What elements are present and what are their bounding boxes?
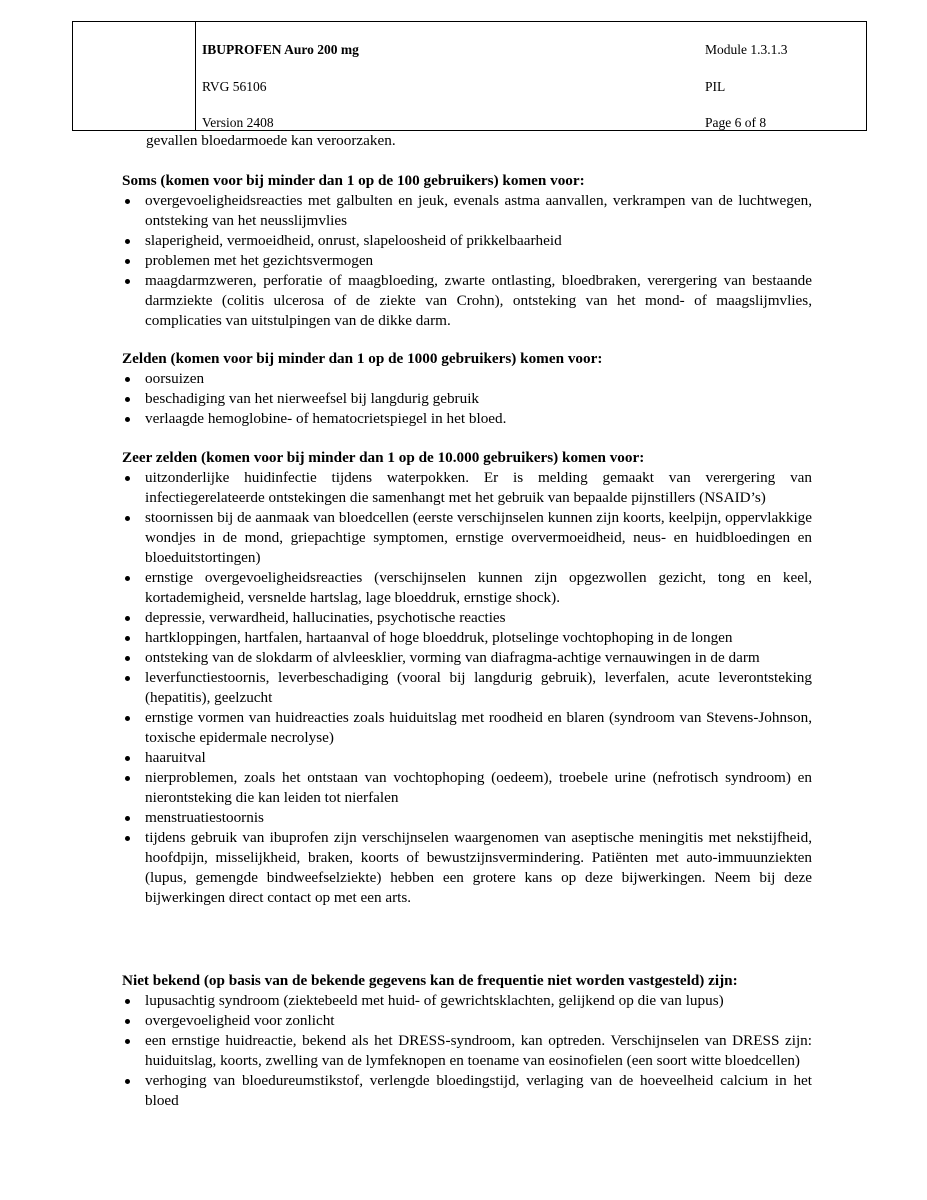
list-item: leverfunctiestoornis, leverbeschadiging (vooral bij langdurig gebruik), leverfalen, acute leverontsteking (hepatitis), geelzucht <box>122 668 812 708</box>
list-item: depressie, verwardheid, hallucinaties, psychotische reacties <box>122 608 812 628</box>
list-item: haaruitval <box>122 748 812 768</box>
list-item: nierproblemen, zoals het ontstaan van vochtophoping (oedeem), troebele urine (nefrotisch syndroom) en nierontsteking die kan leiden tot nierfalen <box>122 768 812 808</box>
list-item: beschadiging van het nierweefsel bij langdurig gebruik <box>122 389 812 409</box>
list-item: een ernstige huidreactie, bekend als het DRESS-syndroom, kan optreden. Verschijnselen van DRESS zijn: huiduitslag, koorts, zwelling van de lymfeknopen en toename van eosinofielen (een soort witte bloedcellen) <box>122 1031 812 1071</box>
list-item: ernstige vormen van huidreacties zoals huiduitslag met roodheid en blaren (syndroom van Stevens-Johnson, toxische epidermale necrolyse) <box>122 708 812 748</box>
list-zeer-zelden <box>122 468 812 908</box>
section-title-zelden: Zelden (komen voor bij minder dan 1 op de 1000 gebruikers) komen voor: <box>122 350 603 367</box>
list-item: stoornissen bij de aanmaak van bloedcellen (eerste verschijnselen kunnen zijn koorts, keelpijn, oppervlakkige wondjes in de mond, griepachtige symptomen, ernstige oververmoeidheid, neus- en huidbloedingen en bloeduitstortingen) <box>122 508 812 568</box>
list-item: hartkloppingen, hartfalen, hartaanval of hoge bloeddruk, plotselinge vochtophoping in de longen <box>122 628 812 648</box>
document-header <box>72 21 867 131</box>
list-item: verhoging van bloedureumstikstof, verlengde bloedingstijd, verlaging van de hoeveelheid calcium in het bloed <box>122 1071 812 1111</box>
page-number: Page 6 of 8 <box>705 115 767 130</box>
list-item: maagdarmzweren, perforatie of maagbloeding, zwarte ontlasting, bloedbraken, verergering van bestaande darmziekte (colitis ulcerosa of de ziekte van Crohn), ontsteking van het mond- of maagslijmvlies, complicaties van uitstulpingen van de dikke darm. <box>122 271 812 331</box>
list-item: slaperigheid, vermoeidheid, onrust, slapeloosheid of prikkelbaarheid <box>122 231 812 251</box>
list-item: uitzonderlijke huidinfectie tijdens waterpokken. Er is melding gemaakt van verergering van infectiegerelateerde ontstekingen die samenhangt met het gebruik van bepaalde pijnstillers (NSAID’s) <box>122 468 812 508</box>
module-label: Module 1.3.1.3 <box>705 42 788 57</box>
section-title-niet-bekend: Niet bekend (op basis van de bekende gegevens kan de frequentie niet worden vastgesteld) zijn: <box>122 972 738 989</box>
product-name: IBUPROFEN Auro 200 mg <box>202 42 359 57</box>
list-item: overgevoeligheid voor zonlicht <box>122 1011 812 1031</box>
section-title-zeer-zelden: Zeer zelden (komen voor bij minder dan 1 op de 10.000 gebruikers) komen voor: <box>122 449 645 466</box>
list-niet-bekend <box>122 991 812 1111</box>
rvg-number: RVG 56106 <box>202 79 267 94</box>
continuation-text: gevallen bloedarmoede kan veroorzaken. <box>146 132 396 149</box>
list-item: menstruatiestoornis <box>122 808 812 828</box>
list-item: tijdens gebruik van ibuprofen zijn verschijnselen waargenomen van aseptische meningitis met nekstijfheid, hoofdpijn, misselijkheid, braken, koorts of bewustzijnsvermindering. Patiënten met auto-immuunziekten (lupus, gemengde bindweefselziekte) hebben een grotere kans op deze bijwerkingen. Neem bij deze bijwerkingen direct contact op met een arts. <box>122 828 812 908</box>
section-title-soms: Soms (komen voor bij minder dan 1 op de 100 gebruikers) komen voor: <box>122 172 585 189</box>
list-item: ernstige overgevoeligheidsreacties (verschijnselen kunnen zijn opgezwollen gezicht, tong en keel, kortademigheid, versnelde hartslag, lage bloeddruk, ernstige shock). <box>122 568 812 608</box>
list-item: verlaagde hemoglobine- of hematocrietspiegel in het bloed. <box>122 409 812 429</box>
version-label: Version 2408 <box>202 115 274 130</box>
list-item: lupusachtig syndroom (ziektebeeld met huid- of gewrichtsklachten, gelijkend op die van lupus) <box>122 991 812 1011</box>
list-item: oorsuizen <box>122 369 812 389</box>
list-item: problemen met het gezichtsvermogen <box>122 251 812 271</box>
document-type: PIL <box>705 79 726 94</box>
header-divider <box>195 22 196 130</box>
list-zelden <box>122 369 812 429</box>
list-item: ontsteking van de slokdarm of alvleesklier, vorming van diafragma-achtige vernauwingen in de darm <box>122 648 812 668</box>
list-soms <box>122 191 812 331</box>
list-item: overgevoeligheidsreacties met galbulten en jeuk, evenals astma aanvallen, verkrampen van de luchtwegen, ontsteking van het neusslijmvlies <box>122 191 812 231</box>
